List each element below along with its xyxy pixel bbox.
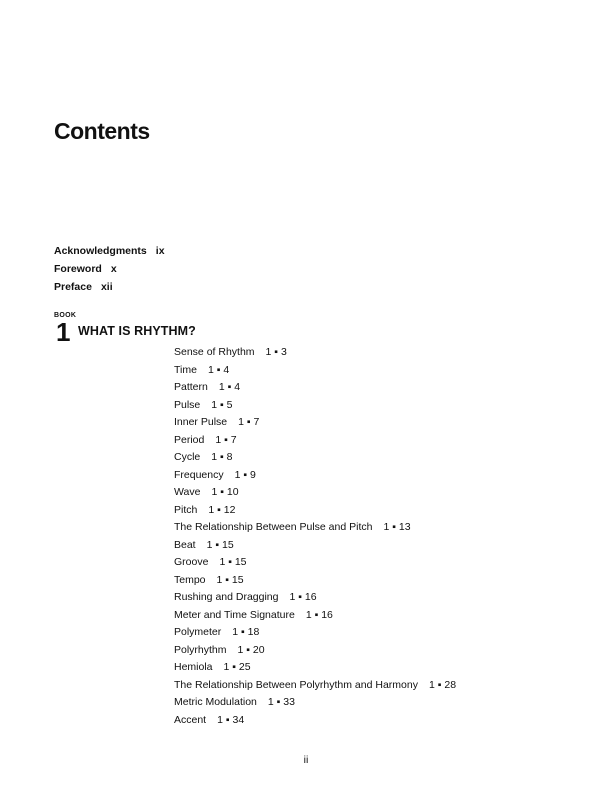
toc-entry-page-ref: 1 ▪ 13 (383, 521, 411, 533)
toc-entry-label: Rushing and Dragging (174, 591, 279, 603)
toc-entry-label: The Relationship Between Polyrhythm and Harmony (174, 678, 418, 691)
toc-entry-page-ref: 1 ▪ 18 (232, 626, 260, 638)
toc-entry-label: Beat (174, 538, 196, 551)
toc-entry (174, 694, 456, 712)
toc-entry-page-ref: 1 ▪ 16 (289, 591, 317, 603)
toc-entry (174, 484, 456, 502)
toc-entry-label: Polyrhythm (174, 643, 227, 656)
toc-entry (174, 554, 456, 572)
toc-entry-label: Polymeter (174, 626, 222, 638)
toc-entry-page-ref: 1 ▪ 15 (216, 573, 244, 586)
toc-entry-page-ref: 1 ▪ 3 (265, 346, 287, 358)
toc-entry-label: Tempo (174, 573, 206, 586)
front-matter-item-label: Foreword (54, 263, 102, 275)
toc-entry-label: Pulse (174, 398, 201, 411)
toc-entry-label: Inner Pulse (174, 416, 228, 428)
book-entries-list (174, 344, 456, 729)
toc-entry-label: Cycle (174, 451, 201, 463)
front-matter-item-label: Preface (54, 281, 92, 293)
front-matter-list (54, 242, 165, 296)
book-label: BOOK (54, 312, 77, 319)
toc-entry-label: Groove (174, 556, 209, 568)
toc-entry-page-ref: 1 ▪ 4 (207, 363, 230, 376)
toc-entry-label: Wave (174, 486, 201, 498)
toc-entry (174, 502, 456, 520)
toc-entry (174, 432, 456, 450)
toc-entry-label: Pattern (174, 381, 208, 393)
front-matter-item-label: Acknowledgments (54, 245, 147, 257)
toc-entry-label: Time (174, 363, 197, 376)
toc-entry-page-ref: 1 ▪ 9 (234, 468, 256, 481)
toc-entry-page-ref: 1 ▪ 15 (206, 538, 234, 551)
toc-entry-page-ref: 1 ▪ 33 (267, 696, 295, 708)
toc-entry-page-ref: 1 ▪ 4 (218, 381, 241, 393)
toc-entry-page-ref: 1 ▪ 16 (305, 608, 333, 621)
toc-entry (174, 467, 456, 485)
toc-entry (174, 519, 456, 537)
toc-entry-page-ref: 1 ▪ 10 (211, 486, 239, 498)
toc-entry (174, 537, 456, 555)
toc-entry-label: Accent (174, 713, 207, 726)
toc-entry (174, 449, 456, 467)
toc-entry (174, 642, 456, 660)
front-matter-item-page-ref: xii (100, 281, 113, 293)
front-matter-item (54, 242, 165, 260)
toc-entry-page-ref: 1 ▪ 28 (428, 678, 457, 691)
page-title: Contents (54, 118, 150, 144)
toc-entry-page-ref: 1 ▪ 25 (223, 661, 251, 673)
toc-entry-page-ref: 1 ▪ 34 (217, 713, 245, 726)
toc-entry (174, 624, 456, 642)
toc-entry (174, 659, 456, 677)
toc-entry (174, 414, 456, 432)
toc-entry-page-ref: 1 ▪ 5 (211, 398, 233, 411)
front-matter-item-page-ref: x (110, 263, 117, 275)
toc-entry (174, 379, 456, 397)
book-number: 1 (56, 317, 71, 347)
book-title: WHAT IS RHYTHM? (78, 324, 196, 338)
toc-entry-label: Metric Modulation (174, 696, 257, 708)
toc-entry (174, 572, 456, 590)
toc-entry-page-ref: 1 ▪ 7 (238, 416, 260, 428)
front-matter-item-page-ref: ix (155, 245, 165, 257)
toc-entry-label: The Relationship Between Pulse and Pitch (174, 521, 373, 533)
toc-entry-label: Hemiola (174, 661, 213, 673)
toc-entry (174, 712, 456, 730)
toc-entry-page-ref: 1 ▪ 20 (237, 643, 265, 656)
page-number: ii (303, 754, 309, 766)
toc-entry (174, 677, 456, 695)
toc-entry (174, 362, 456, 380)
toc-entry-page-ref: 1 ▪ 15 (219, 556, 247, 568)
toc-entry (174, 344, 456, 362)
toc-entry (174, 607, 456, 625)
toc-entry-label: Meter and Time Signature (174, 608, 295, 621)
toc-entry (174, 397, 456, 415)
toc-entry-label: Sense of Rhythm (174, 346, 255, 358)
toc-entry (174, 589, 456, 607)
front-matter-item (54, 278, 165, 296)
toc-entry-page-ref: 1 ▪ 12 (208, 503, 236, 516)
toc-entry-label: Period (174, 433, 205, 446)
toc-entry-label: Pitch (174, 503, 198, 516)
toc-entry-page-ref: 1 ▪ 7 (215, 433, 237, 446)
toc-entry-label: Frequency (174, 468, 224, 481)
toc-entry-page-ref: 1 ▪ 8 (211, 451, 233, 463)
front-matter-item (54, 260, 165, 278)
